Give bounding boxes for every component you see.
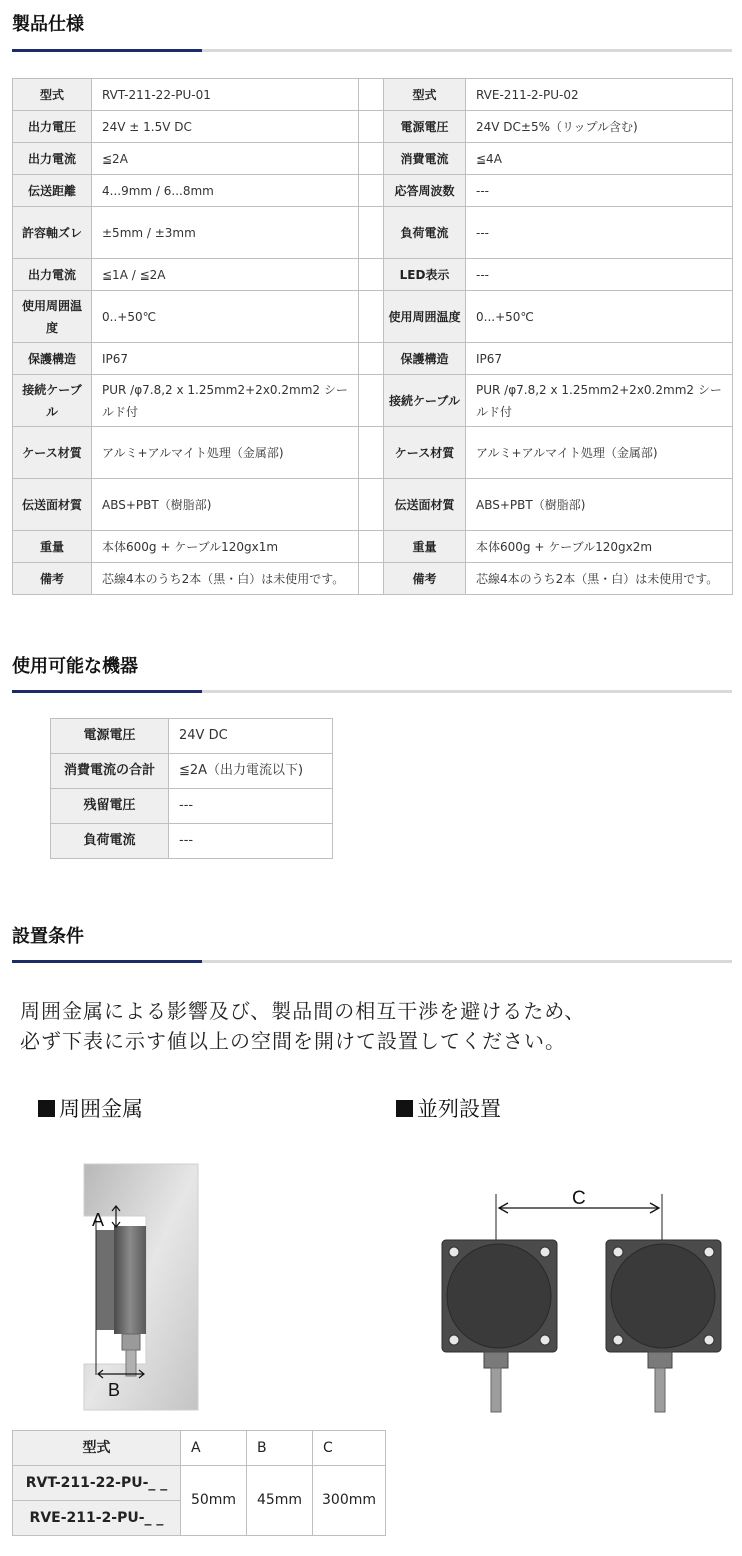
- sensor-connector: [122, 1334, 140, 1350]
- spec-label-right: 型式: [384, 79, 466, 111]
- devices-label: 消費電流の合計: [51, 754, 169, 789]
- spec-label-right: LED表示: [384, 259, 466, 291]
- spec-label-right: 負荷電流: [384, 207, 466, 259]
- surrounding-metal-diagram: [76, 1160, 206, 1415]
- spec-label-right: 応答周波数: [384, 175, 466, 207]
- spec-value-left: ≦2A: [92, 143, 359, 175]
- spec-value-right: ---: [466, 207, 733, 259]
- spec-label-left: 接続ケーブル: [13, 375, 92, 427]
- spec-label-left: ケース材質: [13, 427, 92, 479]
- table-row: [13, 79, 733, 111]
- devices-label: 電源電圧: [51, 719, 169, 754]
- install-line-2: 必ず下表に示す値以上の空間を開けて設置してください。: [20, 1029, 566, 1053]
- label-c: C: [572, 1188, 586, 1209]
- spec-gap: [359, 343, 384, 375]
- spec-gap: [359, 291, 384, 343]
- spec-label-right: ケース材質: [384, 427, 466, 479]
- spec-value-right: RVE-211-2-PU-02: [466, 79, 733, 111]
- table-row: [51, 719, 333, 754]
- dims-header-model: 型式: [13, 1431, 181, 1466]
- section-rule: [12, 960, 732, 963]
- table-row: [13, 427, 733, 479]
- spec-label-left: 保護構造: [13, 343, 92, 375]
- dims-model: RVT-211-22-PU-_ _: [13, 1466, 181, 1501]
- sensor-face: [114, 1226, 146, 1334]
- dims-value-a: 50mm: [181, 1466, 247, 1536]
- spec-value-left: 24V ± 1.5V DC: [92, 111, 359, 143]
- table-row: [13, 343, 733, 375]
- spec-value-right: ≦4A: [466, 143, 733, 175]
- devices-label: 残留電圧: [51, 789, 169, 824]
- spec-value-right: アルミ+アルマイト処理（金属部): [466, 427, 733, 479]
- spec-label-right: 伝送面材質: [384, 479, 466, 531]
- table-row: [13, 531, 733, 563]
- dims-value-c: 300mm: [313, 1466, 386, 1536]
- spec-gap: [359, 79, 384, 111]
- spec-value-left: 芯線4本のうち2本（黒・白）は未使用です。: [92, 563, 359, 595]
- table-row: [13, 111, 733, 143]
- install-line-1: 周囲金属による影響及び、製品間の相互干渉を避けるため、: [20, 999, 586, 1023]
- spec-label-right: 消費電流: [384, 143, 466, 175]
- spec-label-left: 使用周囲温度: [13, 291, 92, 343]
- spec-table: [12, 78, 733, 595]
- spec-value-left: IP67: [92, 343, 359, 375]
- table-row: [51, 824, 333, 859]
- subheading-parallel: 並列設置: [396, 1093, 501, 1123]
- section-title-install: 設置条件: [12, 926, 84, 947]
- table-row: [51, 754, 333, 789]
- table-row: [13, 375, 733, 427]
- table-row: [13, 175, 733, 207]
- spec-label-right: 使用周囲温度: [384, 291, 466, 343]
- parallel-installation-diagram: [436, 1180, 726, 1415]
- spec-gap: [359, 479, 384, 531]
- spec-value-left: RVT-211-22-PU-01: [92, 79, 359, 111]
- devices-value: ≦2A（出力電流以下): [169, 754, 333, 789]
- spec-gap: [359, 375, 384, 427]
- section-rule: [12, 49, 732, 52]
- table-row: [13, 259, 733, 291]
- spec-label-left: 伝送距離: [13, 175, 92, 207]
- table-row: [13, 143, 733, 175]
- square-bullet-icon: [38, 1100, 55, 1117]
- spec-value-right: 本体600g + ケーブル120gx2m: [466, 531, 733, 563]
- devices-value: 24V DC: [169, 719, 333, 754]
- spec-value-left: ±5mm / ±3mm: [92, 207, 359, 259]
- spec-value-left: ≦1A / ≦2A: [92, 259, 359, 291]
- spec-value-left: 0..+50℃: [92, 291, 359, 343]
- spec-label-left: 出力電流: [13, 143, 92, 175]
- spec-label-left: 備考: [13, 563, 92, 595]
- spec-gap: [359, 531, 384, 563]
- spec-value-left: アルミ+アルマイト処理（金属部): [92, 427, 359, 479]
- table-row: [13, 291, 733, 343]
- spec-label-left: 出力電流: [13, 259, 92, 291]
- label-b: B: [108, 1380, 121, 1400]
- spec-gap: [359, 259, 384, 291]
- spec-label-right: 電源電圧: [384, 111, 466, 143]
- subheading-surrounding-metal: 周囲金属: [38, 1093, 143, 1123]
- spec-gap: [359, 111, 384, 143]
- spec-value-right: IP67: [466, 343, 733, 375]
- spec-value-right: PUR /φ7.8,2 x 1.25mm2+2x0.2mm2 シールド付: [466, 375, 733, 427]
- spec-value-right: ---: [466, 259, 733, 291]
- label-a: A: [92, 1210, 105, 1230]
- spec-value-left: 4...9mm / 6...8mm: [92, 175, 359, 207]
- dims-header-b: B: [247, 1431, 313, 1466]
- spec-value-right: 0...+50℃: [466, 291, 733, 343]
- section-title-spec: 製品仕様: [12, 14, 84, 35]
- table-header-row: [13, 1431, 386, 1466]
- install-instructions: [20, 996, 585, 1056]
- section-title-devices: 使用可能な機器: [12, 656, 138, 677]
- spec-label-left: 出力電圧: [13, 111, 92, 143]
- section-rule: [12, 690, 732, 693]
- spec-label-right: 重量: [384, 531, 466, 563]
- spec-label-left: 伝送面材質: [13, 479, 92, 531]
- spec-value-right: ---: [466, 175, 733, 207]
- spec-gap: [359, 427, 384, 479]
- dims-model: RVE-211-2-PU-_ _: [13, 1501, 181, 1536]
- devices-value: ---: [169, 824, 333, 859]
- dims-header-c: C: [313, 1431, 386, 1466]
- table-row: [13, 479, 733, 531]
- spec-gap: [359, 563, 384, 595]
- dimensions-table: [12, 1430, 386, 1536]
- spec-gap: [359, 143, 384, 175]
- spec-value-right: 芯線4本のうち2本（黒・白）は未使用です。: [466, 563, 733, 595]
- spec-label-right: 保護構造: [384, 343, 466, 375]
- spec-label-left: 型式: [13, 79, 92, 111]
- spec-value-left: 本体600g + ケーブル120gx1m: [92, 531, 359, 563]
- devices-label: 負荷電流: [51, 824, 169, 859]
- spec-label-right: 備考: [384, 563, 466, 595]
- spec-value-right: ABS+PBT（樹脂部): [466, 479, 733, 531]
- square-bullet-icon: [396, 1100, 413, 1117]
- spec-value-left: PUR /φ7.8,2 x 1.25mm2+2x0.2mm2 シールド付: [92, 375, 359, 427]
- table-row: [13, 563, 733, 595]
- spec-label-left: 許容軸ズレ: [13, 207, 92, 259]
- spec-gap: [359, 175, 384, 207]
- spec-label-left: 重量: [13, 531, 92, 563]
- spec-gap: [359, 207, 384, 259]
- sensor-cable: [126, 1350, 136, 1376]
- dims-value-b: 45mm: [247, 1466, 313, 1536]
- table-row: [13, 1466, 386, 1501]
- dims-header-a: A: [181, 1431, 247, 1466]
- devices-value: ---: [169, 789, 333, 824]
- table-row: [13, 207, 733, 259]
- spec-value-right: 24V DC±5%（リップル含む): [466, 111, 733, 143]
- table-row: [51, 789, 333, 824]
- spec-value-left: ABS+PBT（樹脂部): [92, 479, 359, 531]
- devices-table: [50, 718, 333, 859]
- spec-label-right: 接続ケーブル: [384, 375, 466, 427]
- sensor-left: [442, 1240, 557, 1412]
- sensor-right: [606, 1240, 721, 1412]
